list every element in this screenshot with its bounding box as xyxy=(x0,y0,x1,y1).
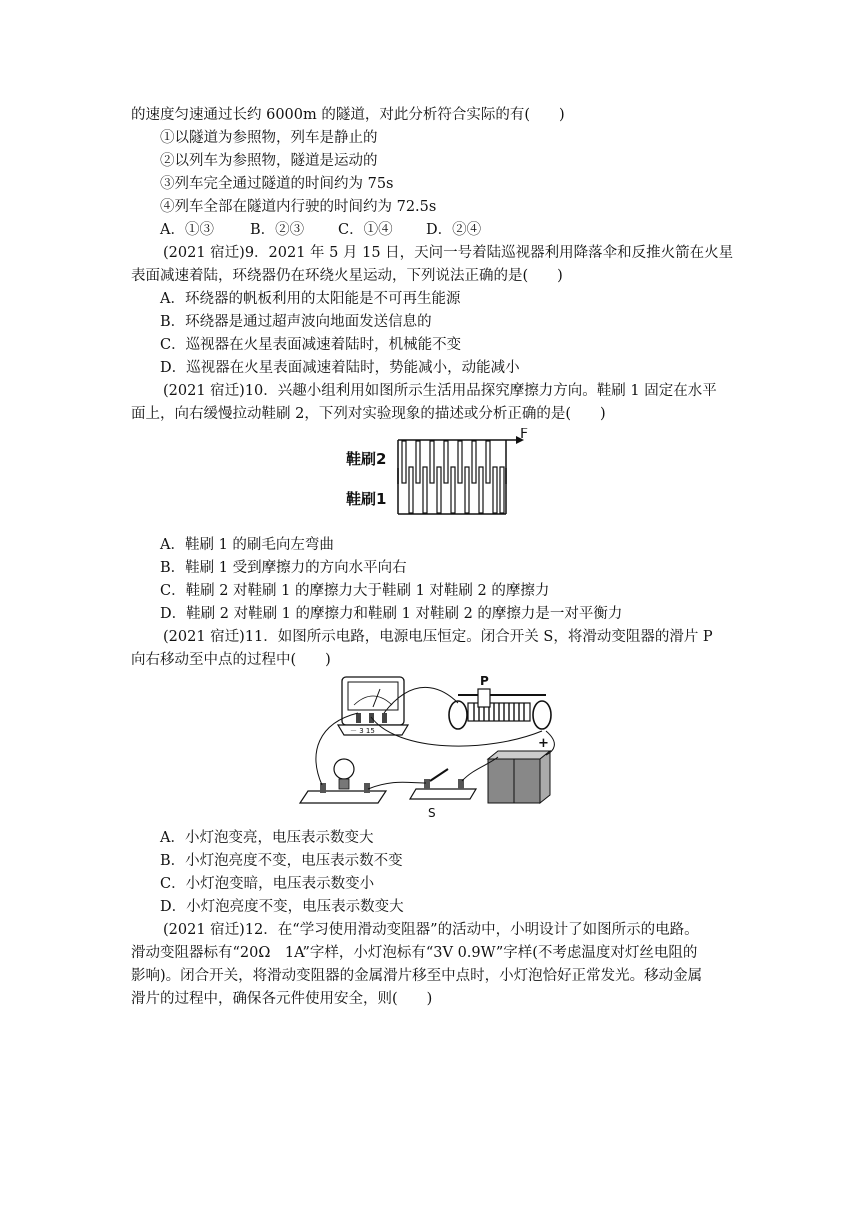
circuit-figure xyxy=(298,673,568,821)
q11-option-b[interactable]: B．小灯泡亮度不变，电压表示数不变 xyxy=(160,853,403,869)
q9-option-c[interactable]: C．巡视器在火星表面减速着陆时，机械能不变 xyxy=(160,337,462,353)
q8-statement-3: ③列车完全通过隧道的时间约为 75s xyxy=(160,176,394,192)
q9-stem-line2: 表面减速着陆，环绕器仍在环绕火星运动，下列说法正确的是( ) xyxy=(131,268,563,284)
q12-stem-line1: (2021 宿迁)12．在“学习使用滑动变阻器”的活动中，小明设计了如图所示的电路。 xyxy=(163,922,699,938)
q11-stem-line1: (2021 宿迁)11．如图所示电路，电源电压恒定。闭合开关 S，将滑动变阻器的滑片 P xyxy=(163,629,713,645)
q8-option-c[interactable]: C．①④ xyxy=(338,222,393,238)
battery-plus-label: + xyxy=(538,736,549,751)
battery xyxy=(488,736,550,803)
q10-stem-line2: 面上，向右缓慢拉动鞋刷 2，下列对实验现象的描述或分析正确的是( ) xyxy=(131,406,606,422)
q8-option-d[interactable]: D．②④ xyxy=(426,222,482,238)
brush2-label: 鞋刷2 xyxy=(346,450,387,468)
shoe-brush-figure xyxy=(340,428,530,520)
slider-label: P xyxy=(480,674,489,688)
rheostat xyxy=(449,674,551,729)
q12-stem-line3: 影响)。闭合开关，将滑动变阻器的金属滑片移至中点时，小灯泡恰好正常发光。移动金属 xyxy=(131,968,703,984)
brush-bristles xyxy=(402,441,504,513)
q8-statement-4: ④列车全部在隧道内行驶的时间约为 72.5s xyxy=(160,199,437,215)
lamp xyxy=(300,759,386,803)
voltmeter xyxy=(338,677,408,735)
switch-label: S xyxy=(428,806,436,820)
q8-option-a[interactable]: A．①③ xyxy=(160,222,214,238)
q11-option-c[interactable]: C．小灯泡变暗，电压表示数变小 xyxy=(160,876,375,892)
q8-statement-1: ①以隧道为参照物，列车是静止的 xyxy=(160,130,378,146)
q12-stem-line2: 滑动变阻器标有“20Ω 1A”字样，小灯泡标有“3V 0.9W”字样(不考虑温度对灯丝电阻的 xyxy=(131,945,698,961)
q10-option-d[interactable]: D．鞋刷 2 对鞋刷 1 的摩擦力和鞋刷 1 对鞋刷 2 的摩擦力是一对平衡力 xyxy=(160,606,623,622)
q9-stem-line1: (2021 宿迁)9．2021 年 5 月 15 日，天问一号着陆巡视器利用降落伞和反推火箭在火星 xyxy=(163,245,734,261)
force-label: F xyxy=(520,428,529,442)
q8-option-b[interactable]: B．②③ xyxy=(250,222,305,238)
q8-options xyxy=(160,220,481,240)
q11-option-d[interactable]: D．小灯泡亮度不变，电压表示数变大 xyxy=(160,899,404,915)
q11-stem-line2: 向右移动至中点的过程中( ) xyxy=(131,652,331,668)
brush1-label: 鞋刷1 xyxy=(346,490,387,508)
q12-stem-line4: 滑片的过程中，确保各元件使用安全，则( ) xyxy=(131,991,433,1007)
q10-option-b[interactable]: B．鞋刷 1 受到摩擦力的方向水平向右 xyxy=(160,560,407,576)
voltmeter-scale: － 3 15 xyxy=(350,727,375,735)
q10-option-a[interactable]: A．鞋刷 1 的刷毛向左弯曲 xyxy=(160,537,334,553)
q8-stem-tail: 的速度匀速通过长约 6000m 的隧道，对此分析符合实际的有( ) xyxy=(131,107,565,123)
q9-option-b[interactable]: B．环绕器是通过超声波向地面发送信息的 xyxy=(160,314,432,330)
q10-option-c[interactable]: C．鞋刷 2 对鞋刷 1 的摩擦力大于鞋刷 1 对鞋刷 2 的摩擦力 xyxy=(160,583,550,599)
q8-statement-2: ②以列车为参照物，隧道是运动的 xyxy=(160,153,378,169)
q11-option-a[interactable]: A．小灯泡变亮，电压表示数变大 xyxy=(160,830,374,846)
q9-option-d[interactable]: D．巡视器在火星表面减速着陆时，势能减小，动能减小 xyxy=(160,360,520,376)
q9-option-a[interactable]: A．环绕器的帆板利用的太阳能是不可再生能源 xyxy=(160,291,461,307)
q10-stem-line1: (2021 宿迁)10．兴趣小组利用如图所示生活用品探究摩擦力方向。鞋刷 1 固定在水平 xyxy=(163,383,717,399)
